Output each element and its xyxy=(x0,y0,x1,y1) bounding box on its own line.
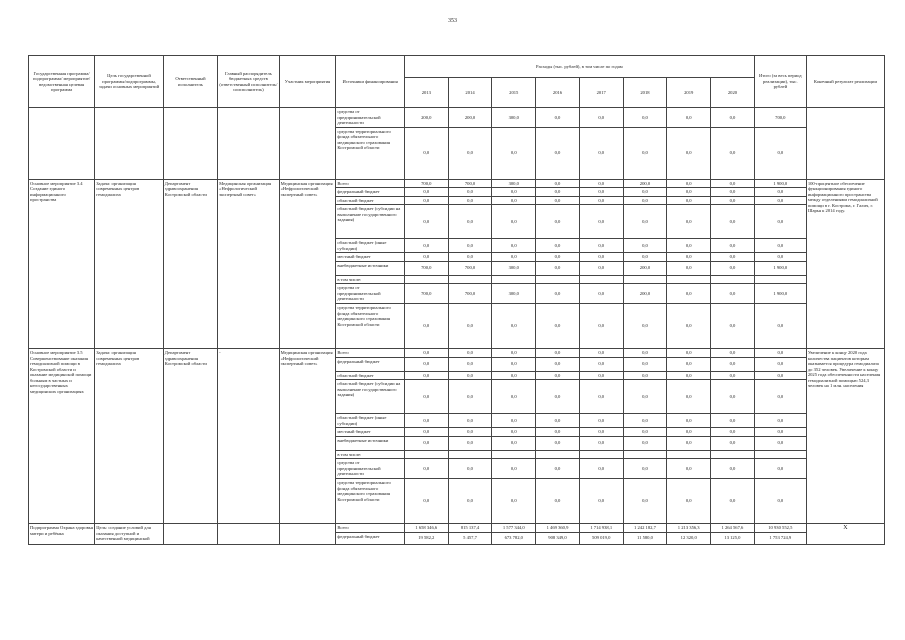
budget-manager-cell: - xyxy=(218,349,279,524)
year-value-cell: 0,0 xyxy=(579,284,623,304)
year-value-cell: 0,0 xyxy=(404,459,448,479)
funding-source-cell: федеральный бюджет xyxy=(336,188,405,197)
year-value-cell: 0,0 xyxy=(448,349,492,358)
total-value-cell: 10 930 552,5 xyxy=(754,524,806,533)
year-value-cell: 0,0 xyxy=(536,284,580,304)
year-value-cell: 0,0 xyxy=(711,127,755,179)
year-value-cell: 0,0 xyxy=(404,428,448,437)
year-value-cell xyxy=(492,275,536,284)
year-value-cell: 0,0 xyxy=(623,371,667,380)
year-value-cell: 0,0 xyxy=(711,380,755,414)
year-value-cell: 0,0 xyxy=(579,188,623,197)
year-value-cell: 0,0 xyxy=(711,479,755,524)
year-value-cell: 0,0 xyxy=(667,196,711,205)
year-value-cell: 0,0 xyxy=(579,349,623,358)
funding-source-cell: областной бюджет (иные субсидии) xyxy=(336,414,405,428)
year-value-cell: 0,0 xyxy=(448,459,492,479)
year-value-cell: 0,0 xyxy=(711,261,755,275)
year-value-cell: 0,0 xyxy=(536,179,580,188)
year-value-cell: 0,0 xyxy=(623,205,667,239)
funding-source-cell: средства территориального фонда обязательного медицинского страхования Костромской области xyxy=(336,479,405,524)
year-value-cell: 0,0 xyxy=(404,127,448,179)
year-value-cell: 0,0 xyxy=(667,253,711,262)
year-value-cell: 0,0 xyxy=(492,459,536,479)
year-value-cell: 0,0 xyxy=(623,304,667,349)
year-value-cell: 200,0 xyxy=(623,261,667,275)
total-value-cell: 0,0 xyxy=(754,205,806,239)
year-value-cell: 0,0 xyxy=(711,428,755,437)
funding-source-cell: в том числе: xyxy=(336,275,405,284)
header-year: 2013 xyxy=(404,78,448,108)
year-value-cell: 0,0 xyxy=(579,357,623,371)
year-value-cell: 1 242 182,7 xyxy=(623,524,667,533)
total-value-cell: 1 900,0 xyxy=(754,179,806,188)
participant-cell: Медицинская организация «Нефрологический экспертный совет» xyxy=(279,179,336,349)
year-value-cell: 300,0 xyxy=(492,108,536,128)
program-name-cell: Подпрограмма Охрана здоровья матери и ребёнка xyxy=(29,524,95,545)
year-value-cell: 300,0 xyxy=(492,261,536,275)
year-value-cell: 0,0 xyxy=(623,253,667,262)
year-value-cell: 0,0 xyxy=(579,459,623,479)
year-value-cell: 0,0 xyxy=(448,380,492,414)
table-row xyxy=(29,524,885,533)
year-value-cell: 0,0 xyxy=(448,188,492,197)
program-name-cell: Основное мероприятие 3.5 Совершенствование оказания гемодиализной помощи в Костромской области и оказание медицинской помощи больным в частных и негосударственных медицинских организациях xyxy=(29,349,95,524)
year-value-cell: 0,0 xyxy=(492,304,536,349)
funding-source-cell: Всего xyxy=(336,179,405,188)
funding-source-cell: федеральный бюджет xyxy=(336,357,405,371)
funding-source-cell: областной бюджет xyxy=(336,371,405,380)
total-value-cell xyxy=(754,275,806,284)
year-value-cell: 0,0 xyxy=(667,357,711,371)
year-value-cell: 0,0 xyxy=(492,196,536,205)
funding-source-cell: областной бюджет (субсидии на выполнение государственного задания) xyxy=(336,380,405,414)
funding-source-cell: местный бюджет xyxy=(336,253,405,262)
year-value-cell: 1 264 567,6 xyxy=(711,524,755,533)
year-value-cell: 700,0 xyxy=(404,284,448,304)
year-value-cell: 5 457,7 xyxy=(448,532,492,544)
year-value-cell: 0,0 xyxy=(623,188,667,197)
year-value-cell: 0,0 xyxy=(667,479,711,524)
year-value-cell xyxy=(579,275,623,284)
total-value-cell: 0,0 xyxy=(754,479,806,524)
year-value-cell: 0,0 xyxy=(579,436,623,450)
goal-cell: Задача: организация современных центров гемодиализа xyxy=(95,179,164,349)
year-value-cell: 0,0 xyxy=(579,179,623,188)
year-value-cell: 673 782,0 xyxy=(492,532,536,544)
header-result: Конечный результат реализации xyxy=(806,56,884,108)
year-value-cell: 0,0 xyxy=(536,253,580,262)
table-row xyxy=(29,179,885,188)
year-value-cell: 0,0 xyxy=(492,127,536,179)
funding-source-cell: средства территориального фонда обязательного медицинского страхования Костромской области xyxy=(336,127,405,179)
year-value-cell: 0,0 xyxy=(667,261,711,275)
header-budget-manager: Главный распорядитель бюджетных средств (ответственный исполнитель/ соисполнитель) xyxy=(218,56,279,108)
year-value-cell: 19 582,2 xyxy=(404,532,448,544)
year-value-cell: 509 019,0 xyxy=(579,532,623,544)
year-value-cell: 0,0 xyxy=(623,428,667,437)
year-value-cell: 0,0 xyxy=(536,108,580,128)
header-program: Государственная программа/подпрограмма/ мероприятие/ ведомственная целевая программа xyxy=(29,56,95,108)
year-value-cell: 0,0 xyxy=(711,436,755,450)
year-value-cell: 200,0 xyxy=(404,108,448,128)
year-value-cell: 0,0 xyxy=(448,428,492,437)
year-value-cell: 0,0 xyxy=(404,196,448,205)
total-value-cell: 1 900,0 xyxy=(754,261,806,275)
year-value-cell xyxy=(623,275,667,284)
funding-source-cell: внебюджетные источники xyxy=(336,261,405,275)
year-value-cell: 0,0 xyxy=(623,436,667,450)
year-value-cell: 0,0 xyxy=(667,188,711,197)
year-value-cell: 0,0 xyxy=(711,371,755,380)
year-value-cell: 0,0 xyxy=(623,459,667,479)
year-value-cell: 0,0 xyxy=(448,436,492,450)
participant-cell xyxy=(279,108,336,180)
year-value-cell: 1 577 344,0 xyxy=(492,524,536,533)
header-year: 2017 xyxy=(579,78,623,108)
header-year: 2020 xyxy=(711,78,755,108)
year-value-cell: 0,0 xyxy=(579,127,623,179)
year-value-cell: 0,0 xyxy=(667,428,711,437)
year-value-cell: 0,0 xyxy=(404,380,448,414)
year-value-cell: 0,0 xyxy=(536,239,580,253)
funding-source-cell: областной бюджет (субсидии на выполнение государственного задания) xyxy=(336,205,405,239)
year-value-cell: 0,0 xyxy=(711,239,755,253)
participant-cell xyxy=(279,524,336,545)
year-value-cell: 0,0 xyxy=(536,127,580,179)
year-value-cell: 0,0 xyxy=(448,127,492,179)
year-value-cell: 0,0 xyxy=(492,428,536,437)
year-value-cell: 0,0 xyxy=(404,479,448,524)
total-value-cell: 0,0 xyxy=(754,357,806,371)
total-value-cell: 0,0 xyxy=(754,349,806,358)
funding-source-cell: Всего xyxy=(336,524,405,533)
year-value-cell: 0,0 xyxy=(667,108,711,128)
table-row xyxy=(29,108,885,128)
year-value-cell: 0,0 xyxy=(711,196,755,205)
year-value-cell: 0,0 xyxy=(711,253,755,262)
year-value-cell: 0,0 xyxy=(711,357,755,371)
year-value-cell: 0,0 xyxy=(667,239,711,253)
header-expenses: Расходы (тыс. рублей), в том числе по годам xyxy=(404,56,754,78)
year-value-cell xyxy=(667,275,711,284)
year-value-cell: 0,0 xyxy=(492,357,536,371)
year-value-cell: 908 349,0 xyxy=(536,532,580,544)
year-value-cell: 0,0 xyxy=(492,371,536,380)
year-value-cell: 0,0 xyxy=(448,205,492,239)
year-value-cell xyxy=(448,450,492,459)
year-value-cell xyxy=(667,450,711,459)
year-value-cell: 1 658 346,6 xyxy=(404,524,448,533)
year-value-cell: 0,0 xyxy=(579,380,623,414)
year-value-cell: 700,0 xyxy=(448,261,492,275)
year-value-cell: 0,0 xyxy=(536,196,580,205)
year-value-cell: 0,0 xyxy=(492,205,536,239)
year-value-cell: 300,0 xyxy=(492,179,536,188)
year-value-cell: 0,0 xyxy=(667,205,711,239)
budget-manager-cell: Медицинская организация «Нефрологический экспертный совет» xyxy=(218,179,279,349)
year-value-cell: 0,0 xyxy=(536,459,580,479)
year-value-cell: 0,0 xyxy=(492,239,536,253)
total-value-cell: 0,0 xyxy=(754,196,806,205)
year-value-cell: 0,0 xyxy=(623,108,667,128)
year-value-cell: 0,0 xyxy=(623,239,667,253)
total-value-cell: 0,0 xyxy=(754,459,806,479)
total-value-cell: 0,0 xyxy=(754,428,806,437)
year-value-cell xyxy=(536,275,580,284)
year-value-cell: 0,0 xyxy=(536,261,580,275)
year-value-cell: 0,0 xyxy=(579,414,623,428)
year-value-cell: 0,0 xyxy=(404,357,448,371)
goal-cell: Цель: создание условий для оказания доступной и качественной медицинской xyxy=(95,524,164,545)
year-value-cell: 0,0 xyxy=(448,196,492,205)
year-value-cell: 0,0 xyxy=(536,357,580,371)
year-value-cell: 0,0 xyxy=(536,304,580,349)
funding-source-cell: федеральный бюджет xyxy=(336,532,405,544)
year-value-cell: 13 125,0 xyxy=(711,532,755,544)
year-value-cell: 0,0 xyxy=(579,371,623,380)
year-value-cell xyxy=(623,450,667,459)
year-value-cell: 0,0 xyxy=(579,205,623,239)
year-value-cell: 0,0 xyxy=(492,414,536,428)
year-value-cell: 0,0 xyxy=(623,196,667,205)
year-value-cell: 0,0 xyxy=(404,304,448,349)
year-value-cell: 0,0 xyxy=(492,188,536,197)
result-cell: 100-процентное обеспечение функционирования единого информационного пространства между отделениями гемодиализной помощи в г. Кострома, г. Галич, г. Шарья к 2014 году. xyxy=(806,179,884,349)
year-value-cell: 0,0 xyxy=(667,349,711,358)
header-goal: Цель государственной программы/подпрограммы, задачи основных мероприятий xyxy=(95,56,164,108)
year-value-cell: 12 320,0 xyxy=(667,532,711,544)
year-value-cell: 0,0 xyxy=(623,414,667,428)
year-value-cell: 0,0 xyxy=(448,479,492,524)
year-value-cell: 0,0 xyxy=(667,127,711,179)
total-value-cell: 0,0 xyxy=(754,304,806,349)
year-value-cell: 0,0 xyxy=(536,188,580,197)
year-value-cell: 0,0 xyxy=(623,349,667,358)
total-value-cell: 0,0 xyxy=(754,436,806,450)
funding-source-cell: Всего xyxy=(336,349,405,358)
total-value-cell: 1 753 724,9 xyxy=(754,532,806,544)
year-value-cell xyxy=(711,450,755,459)
year-value-cell: 0,0 xyxy=(579,304,623,349)
program-name-cell: Основное мероприятие 3.4 Создание единого информационного пространства xyxy=(29,179,95,349)
year-value-cell: 0,0 xyxy=(404,205,448,239)
year-value-cell: 0,0 xyxy=(711,179,755,188)
total-value-cell: 0,0 xyxy=(754,414,806,428)
goal-cell: Задача: организация современных центров гемодиализа xyxy=(95,349,164,524)
funding-source-cell: средства от предпринимательской деятельности xyxy=(336,108,405,128)
total-value-cell: 0,0 xyxy=(754,188,806,197)
year-value-cell: 0,0 xyxy=(536,371,580,380)
year-value-cell: 0,0 xyxy=(711,459,755,479)
year-value-cell: 0,0 xyxy=(404,436,448,450)
year-value-cell: 0,0 xyxy=(711,188,755,197)
year-value-cell: 0,0 xyxy=(492,380,536,414)
year-value-cell: 0,0 xyxy=(623,127,667,179)
funding-source-cell: областной бюджет (иные субсидии) xyxy=(336,239,405,253)
year-value-cell: 0,0 xyxy=(492,479,536,524)
year-value-cell: 0,0 xyxy=(667,179,711,188)
budget-manager-cell xyxy=(218,524,279,545)
funding-source-cell: областной бюджет xyxy=(336,196,405,205)
funding-source-cell: в том числе: xyxy=(336,450,405,459)
funding-source-cell: внебюджетные источники xyxy=(336,436,405,450)
goal-cell xyxy=(95,108,164,180)
year-value-cell: 11 580,0 xyxy=(623,532,667,544)
year-value-cell: 0,0 xyxy=(536,428,580,437)
header-year: 2015 xyxy=(492,78,536,108)
total-value-cell: 0,0 xyxy=(754,253,806,262)
year-value-cell: 1 714 938,1 xyxy=(579,524,623,533)
result-cell: Увеличение к концу 2020 года количества пациентов которым оказывается процедура гемодиализа до 352 человек. Увеличение к концу 2025 года обеспеченности населения гемодиализной помощью 524,3 человек на 1 млн. населения xyxy=(806,349,884,524)
year-value-cell xyxy=(536,450,580,459)
header-year: 2019 xyxy=(667,78,711,108)
year-value-cell: 0,0 xyxy=(667,380,711,414)
year-value-cell: 0,0 xyxy=(667,414,711,428)
year-value-cell: 700,0 xyxy=(404,179,448,188)
year-value-cell: 700,0 xyxy=(448,284,492,304)
page-number: 353 xyxy=(448,18,457,24)
year-value-cell: 0,0 xyxy=(667,284,711,304)
total-value-cell: 1 900,0 xyxy=(754,284,806,304)
year-value-cell: 0,0 xyxy=(579,261,623,275)
year-value-cell xyxy=(492,450,536,459)
year-value-cell: 0,0 xyxy=(492,436,536,450)
year-value-cell: 1 469 360,9 xyxy=(536,524,580,533)
year-value-cell: 0,0 xyxy=(404,349,448,358)
year-value-cell: 0,0 xyxy=(711,284,755,304)
year-value-cell: 0,0 xyxy=(667,371,711,380)
year-value-cell: 0,0 xyxy=(536,479,580,524)
table-header xyxy=(29,56,885,108)
year-value-cell: 0,0 xyxy=(404,414,448,428)
header-year: 2018 xyxy=(623,78,667,108)
responsible-cell: Департамент здравоохранения Костромской области xyxy=(163,349,217,524)
year-value-cell: 0,0 xyxy=(623,357,667,371)
year-value-cell xyxy=(711,275,755,284)
funding-source-cell: средства от предпринимательской деятельности xyxy=(336,459,405,479)
year-value-cell: 0,0 xyxy=(711,205,755,239)
header-participant: Участник мероприятия xyxy=(279,56,336,108)
funding-source-cell: средства от предпринимательской деятельности xyxy=(336,284,405,304)
responsible-cell: Департамент здравоохранения Костромской области xyxy=(163,179,217,349)
year-value-cell: 0,0 xyxy=(623,479,667,524)
year-value-cell xyxy=(404,450,448,459)
year-value-cell: 0,0 xyxy=(536,205,580,239)
table-body xyxy=(29,108,885,545)
total-value-cell xyxy=(754,450,806,459)
year-value-cell: 0,0 xyxy=(579,239,623,253)
year-value-cell: 0,0 xyxy=(667,304,711,349)
year-value-cell: 0,0 xyxy=(536,436,580,450)
total-value-cell: 0,0 xyxy=(754,127,806,179)
year-value-cell: 0,0 xyxy=(536,380,580,414)
year-value-cell: 0,0 xyxy=(448,304,492,349)
program-name-cell xyxy=(29,108,95,180)
result-cell xyxy=(806,108,884,180)
header-total: Итого (за весь период реализации), тыс. рублей xyxy=(754,56,806,108)
header-sources: Источники финансирования xyxy=(336,56,405,108)
year-value-cell: 700,0 xyxy=(448,179,492,188)
year-value-cell xyxy=(579,450,623,459)
header-responsible: Ответственный исполнитель xyxy=(163,56,217,108)
year-value-cell: 0,0 xyxy=(579,253,623,262)
year-value-cell: 0,0 xyxy=(579,479,623,524)
year-value-cell: 0,0 xyxy=(579,108,623,128)
year-value-cell: 700,0 xyxy=(404,261,448,275)
year-value-cell: 0,0 xyxy=(492,349,536,358)
year-value-cell: 200,0 xyxy=(623,284,667,304)
funding-source-cell: местный бюджет xyxy=(336,428,405,437)
year-value-cell: 0,0 xyxy=(536,414,580,428)
year-value-cell: 0,0 xyxy=(404,253,448,262)
year-value-cell: 0,0 xyxy=(579,428,623,437)
year-value-cell: 0,0 xyxy=(536,349,580,358)
year-value-cell: 0,0 xyxy=(448,371,492,380)
header-year: 2016 xyxy=(536,78,580,108)
participant-cell: Медицинская организация «Нефрологический экспертный совет» xyxy=(279,349,336,524)
year-value-cell: 0,0 xyxy=(448,253,492,262)
year-value-cell: 0,0 xyxy=(448,239,492,253)
responsible-cell xyxy=(163,524,217,545)
budget-manager-cell xyxy=(218,108,279,180)
year-value-cell: 0,0 xyxy=(711,349,755,358)
header-year: 2014 xyxy=(448,78,492,108)
total-value-cell: 0,0 xyxy=(754,380,806,414)
year-value-cell: 0,0 xyxy=(448,357,492,371)
total-value-cell: 0,0 xyxy=(754,239,806,253)
year-value-cell: 1 213 356,3 xyxy=(667,524,711,533)
year-value-cell: 0,0 xyxy=(667,459,711,479)
year-value-cell: 0,0 xyxy=(404,371,448,380)
year-value-cell: 0,0 xyxy=(711,414,755,428)
year-value-cell: 0,0 xyxy=(492,253,536,262)
result-cell: X xyxy=(806,524,884,545)
year-value-cell: 0,0 xyxy=(579,196,623,205)
year-value-cell xyxy=(404,275,448,284)
funding-source-cell: средства территориального фонда обязательного медицинского страхования Костромской области xyxy=(336,304,405,349)
year-value-cell: 0,0 xyxy=(711,108,755,128)
year-value-cell: 0,0 xyxy=(404,239,448,253)
year-value-cell xyxy=(448,275,492,284)
expense-table xyxy=(28,55,885,545)
year-value-cell: 200,0 xyxy=(623,179,667,188)
year-value-cell: 200,0 xyxy=(448,108,492,128)
year-value-cell: 0,0 xyxy=(667,436,711,450)
responsible-cell xyxy=(163,108,217,180)
year-value-cell: 300,0 xyxy=(492,284,536,304)
table-row xyxy=(29,349,885,358)
year-value-cell: 0,0 xyxy=(623,380,667,414)
year-value-cell: 0,0 xyxy=(448,414,492,428)
year-value-cell: 815 137,4 xyxy=(448,524,492,533)
total-value-cell: 0,0 xyxy=(754,371,806,380)
total-value-cell: 700,0 xyxy=(754,108,806,128)
year-value-cell: 0,0 xyxy=(404,188,448,197)
year-value-cell: 0,0 xyxy=(711,304,755,349)
